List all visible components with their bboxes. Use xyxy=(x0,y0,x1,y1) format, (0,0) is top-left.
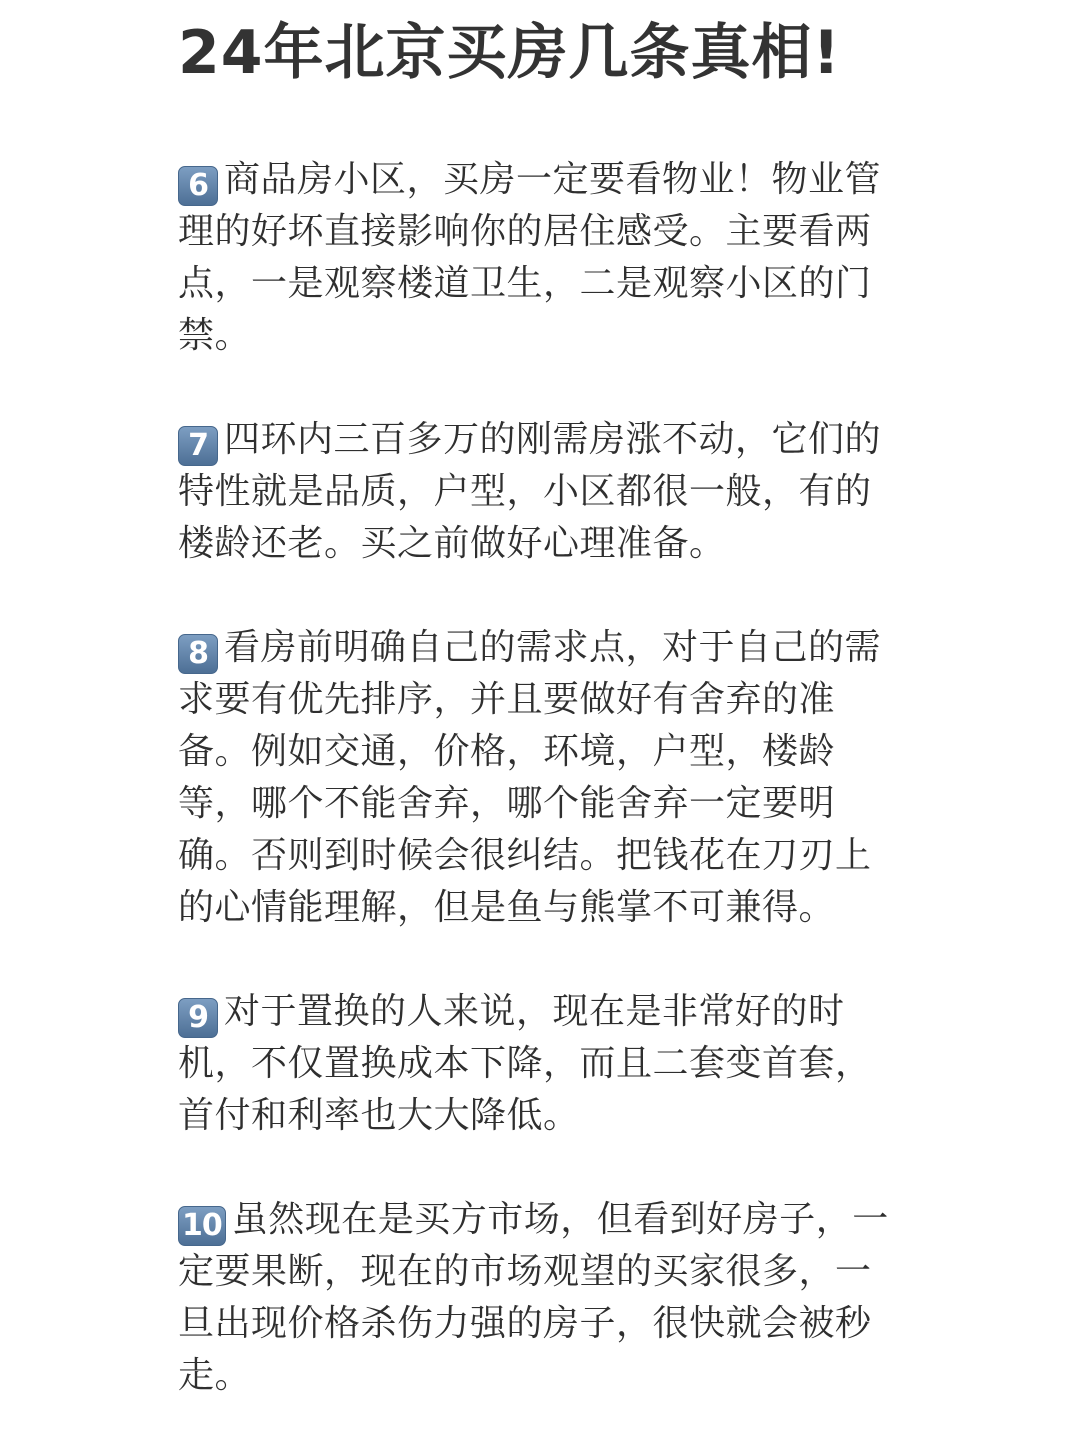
keycap-number-icon: 8 xyxy=(178,634,218,674)
keycap-number-icon: 10 xyxy=(178,1206,226,1246)
article xyxy=(178,0,898,1454)
tip-item-10 xyxy=(178,1194,898,1402)
tip-item-7 xyxy=(178,414,898,570)
tips-list xyxy=(178,154,898,1402)
tip-item-9 xyxy=(178,986,898,1142)
tip-text: 对于置换的人来说，现在是非常好的时机，不仅置换成本下降，而且二套变首套，首付和利率也大大降低。 xyxy=(178,991,872,1136)
keycap-number-icon: 9 xyxy=(178,998,218,1038)
tip-text: 商品房小区，买房一定要看物业！物业管理的好坏直接影响你的居住感受。主要看两点，一是观察楼道卫生，二是观察小区的门禁。 xyxy=(178,159,882,356)
tip-text: 虽然现在是买方市场，但看到好房子，一定要果断，现在的市场观望的买家很多，一旦出现价格杀伤力强的房子，很快就会被秒走。 xyxy=(178,1199,889,1396)
keycap-number-icon: 6 xyxy=(178,166,218,206)
page-title: 24年北京买房几条真相! xyxy=(178,18,841,88)
tip-text: 看房前明确自己的需求点，对于自己的需求要有优先排序，并且要做好有舍弃的准备。例如交通，价格，环境，户型，楼龄等，哪个不能舍弃，哪个能舍弃一定要明确。否则到时候会很纠结。把钱花在刀刃上的心情能理解，但是鱼与熊掌不可兼得。 xyxy=(178,627,882,928)
tip-item-6 xyxy=(178,154,898,362)
tip-text: 四环内三百多万的刚需房涨不动，它们的特性就是品质，户型，小区都很一般，有的楼龄还老。买之前做好心理准备。 xyxy=(178,419,882,564)
keycap-number-icon: 7 xyxy=(178,426,218,466)
tip-item-8 xyxy=(178,622,898,934)
